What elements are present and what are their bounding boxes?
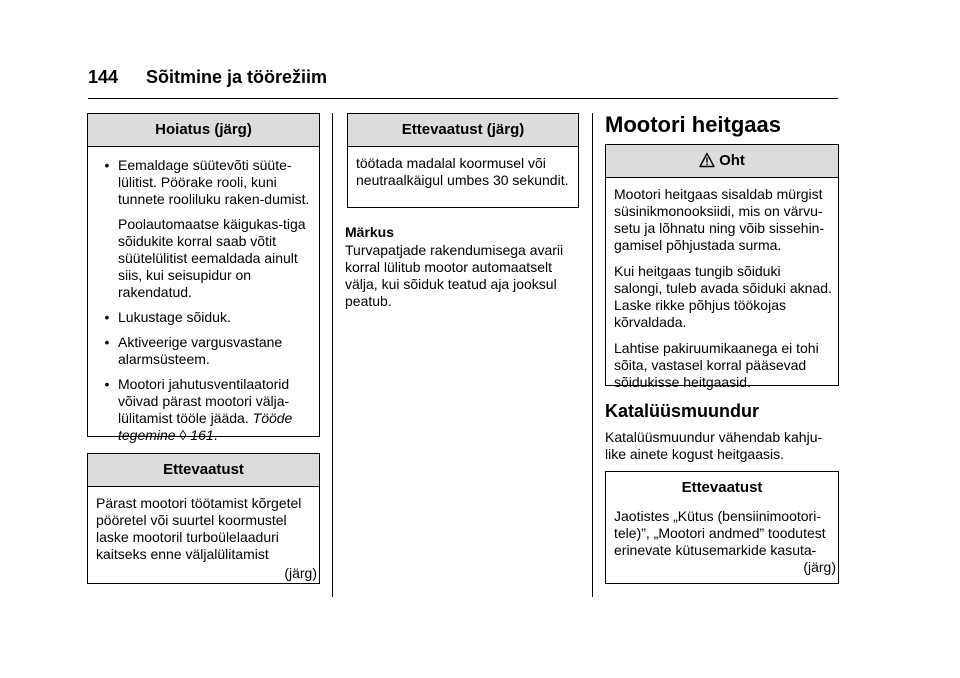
warning-triangle-icon xyxy=(699,148,715,180)
continued-label: (järg) xyxy=(284,565,317,581)
oht-box xyxy=(605,144,839,390)
chapter-title: Sõitmine ja töörežiim xyxy=(146,67,328,87)
page-number: 144 xyxy=(88,67,119,87)
list-item-text-main: Mootori jahutusventilaatorid võivad pärast mootori välja-lülitamist tööle jääda. xyxy=(118,376,290,426)
list-item-text: Aktiveerige vargusvastane alarmsüsteem. xyxy=(118,334,283,367)
continued-label: (järg) xyxy=(803,559,836,575)
hoiatus-box-title: Hoiatus (järg) xyxy=(88,114,319,147)
ettevaatust-box-title: Ettevaatust xyxy=(88,454,319,487)
oht-paragraph: Lahtise pakiruumikaanega ei tohi sõita, vastasel korral pääsevad sõidukisse heitgaasid. xyxy=(614,340,819,390)
oht-box-title: Oht xyxy=(719,152,745,169)
ettevaatust-box xyxy=(87,453,320,584)
page-ref-arrow-icon: ◊ xyxy=(179,427,187,443)
list-item xyxy=(96,334,313,368)
list-item-text xyxy=(118,376,313,444)
hoiatus-box-body xyxy=(88,147,319,458)
list-item xyxy=(96,157,313,208)
ettevaatust-box-text: Pärast mootori töötamist kõrgetel pööretel või suurtel koormustel laske mootoril turboülelaaduri kaitseks enne väljalülitamist xyxy=(96,495,302,562)
bullet-mark: • xyxy=(104,376,110,392)
oht-paragraph: Mootori heitgaas sisaldab mürgist süsinikmonooksiidi, mis on värvu-setu ja lõhnatu ning võib sissehin-gamisel põhjustada surma. xyxy=(614,186,825,253)
ettevaatust-box-right-text: Jaotistes „Kütus (bensiinimootori-tele)”, „Mootori andmed” toodutest erinevate kütusemarkide kasuta- xyxy=(614,508,826,558)
list-item xyxy=(96,309,313,326)
ettevaatust-continued-box xyxy=(347,113,579,208)
ettevaatust-box-body xyxy=(88,487,319,565)
bullet-mark: • xyxy=(104,157,110,173)
bullet-mark: • xyxy=(104,309,110,325)
bullet-mark: • xyxy=(104,334,110,350)
subsection-title: Katalüüsmuundur xyxy=(605,401,760,421)
ettevaatust-continued-box-text: töötada madalal koormusel või neutraalkäigul umbes 30 sekundit. xyxy=(356,155,569,188)
list-item xyxy=(96,376,313,444)
page-header xyxy=(88,66,327,88)
section-title: Mootori heitgaas xyxy=(605,112,782,137)
list-item-text: Lukustage sõiduk. xyxy=(118,309,231,325)
list-item-text: Eemaldage süütevõti süüte-lülitist. Pöörake rooli, kuni tunnete rooliluku raken-dumist. xyxy=(118,157,310,207)
cross-reference-page[interactable]: 161 xyxy=(190,427,214,443)
ettevaatust-box-right xyxy=(605,471,839,584)
hoiatus-box xyxy=(87,113,320,443)
oht-box-header xyxy=(606,145,838,178)
ettevaatust-box-right-body xyxy=(606,504,838,559)
oht-box-body xyxy=(606,178,838,397)
subsection-text: Katalüüsmuundur vähendab kahju-like ainete kogust heitgaasis. xyxy=(605,429,823,462)
column-divider-2 xyxy=(592,113,593,597)
column-divider-1 xyxy=(332,113,333,597)
list-item-continuation: Poolautomaatse käigukas-tiga sõidukite korral saab võtit süütelülitist eemaldada ainult siis, kui seisupidur on rakendatud. xyxy=(118,216,306,300)
note-title: Märkus xyxy=(345,224,395,240)
ettevaatust-box-right-title: Ettevaatust xyxy=(606,472,838,504)
ettevaatust-continued-box-body xyxy=(348,147,578,195)
header-rule xyxy=(88,98,838,99)
ettevaatust-continued-box-title: Ettevaatust (järg) xyxy=(348,114,578,147)
sentence-end: . xyxy=(213,427,218,443)
cross-reference-link[interactable]: Tööde tegemine xyxy=(118,410,293,443)
oht-paragraph: Kui heitgaas tungib sõiduki salongi, tuleb avada sõiduki aknad. Laske rikke põhjus töökojas kõrvaldada. xyxy=(614,263,832,330)
note-text: Turvapatjade rakendumisega avarii korral lülitub mootor automaatselt välja, kui sõiduk teatud aja jooksul peatub. xyxy=(345,242,564,309)
